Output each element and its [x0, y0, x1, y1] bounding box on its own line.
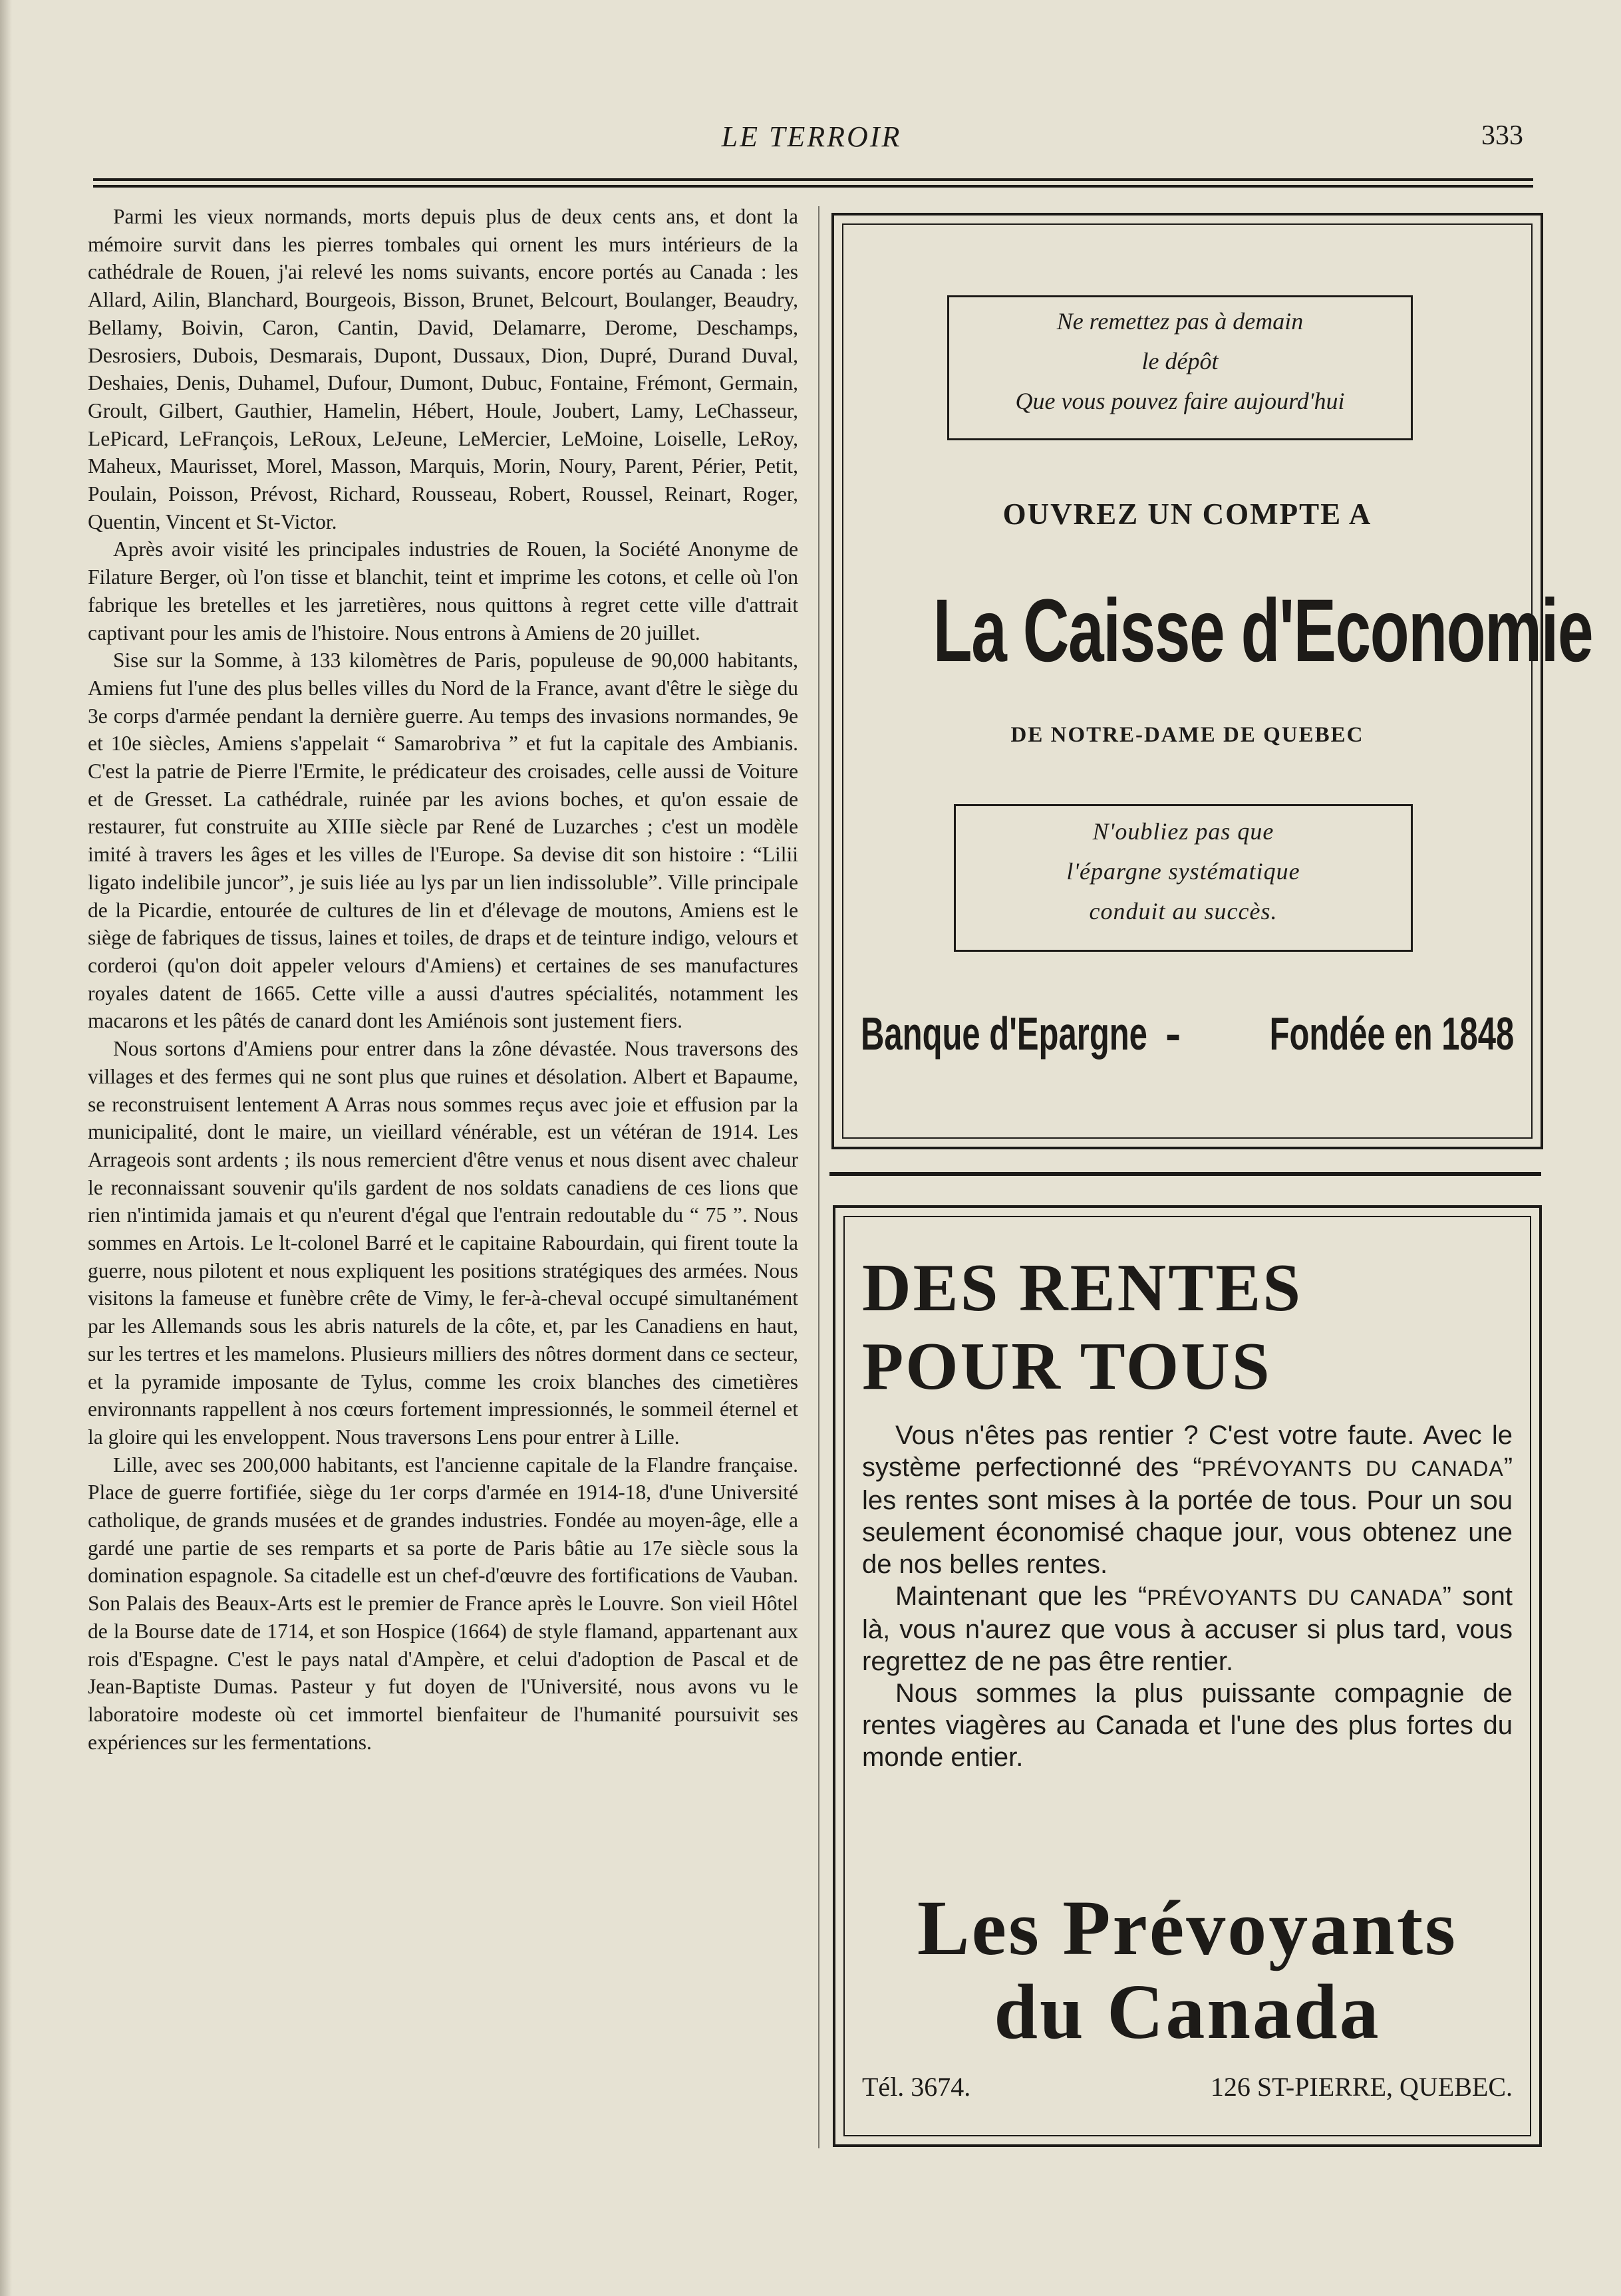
- headline-line: POUR TOUS: [862, 1329, 1272, 1404]
- article-paragraph: Après avoir visité les principales industries de Rouen, la Société Anonyme de Filature Berger, où l'on tisse et blanchit, teint et imprime les cotons, et celle où l'on fabrique les bretelles et les jarretières, nous quittons à regret cette ville d'attrait captivant pour les amis de l'histoire. Nous entrons à Amiens de 20 juillet.: [88, 537, 798, 645]
- page-number: 333: [1481, 120, 1523, 151]
- motto-line: le dépôt: [1141, 348, 1219, 374]
- ad-headline: [862, 1249, 1302, 1406]
- founded-year: Fondée en 1848: [1269, 1008, 1514, 1060]
- running-title: LE TERROIR: [721, 120, 902, 153]
- motto-box-top: [947, 295, 1413, 440]
- text-run: ” les rentes sont mises à la portée de tous. Pour un sou seulement économisé chaque jour, vous obtenez une de nos belles rentes.: [862, 1453, 1513, 1579]
- ad-paragraph: Nous sommes la plus puissante compagnie de rentes viagères au Canada et l'une des plus fortes du monde entier.: [862, 1679, 1513, 1772]
- article-paragraph: Parmi les vieux normands, morts depuis plus de deux cents ans, et dont la mémoire survit dans les pierres tombales qui ornent les murs intérieurs de la cathédrale de Rouen, j'ai relevé les noms suivants, encore portés au Canada : les Allard, Ailin, Blanchard, Bourgeois, Bisson, Brunet, Belcourt, Boulanger, Beaudry, Bellamy, Boivin, Caron, Cantin, David, Delamarre, Derome, Deschamps, Desrosiers, Dubois, Desmarais, Dupont, Dussaux, Dion, Dupré, Durand Duval, Deshaies, Denis, Duhamel, Dufour, Dumont, Dubuc, Fontaine, Frémont, Germain, Groult, Gilbert, Gauthier, Hamelin, Hébert, Houle, Joubert, Lamy, LeChasseur, LePicard, LeFrançois, LeRoux, LeJeune, LeMercier, LeMoine, Loiselle, LeRoy, Maheux, Maurisset, Morel, Masson, Marquis, Morin, Noury, Parent, Périer, Petit, Poulain, Poisson, Prévost, Richard, Rousseau, Robert, Roussel, Reinart, Roger, Quentin, Vincent et St-Victor.: [88, 205, 798, 533]
- motto-line: Que vous pouvez faire aujourd'hui: [1015, 388, 1345, 414]
- bank-footer: [861, 1007, 1514, 1067]
- motto-line: N'oubliez pas que: [1092, 818, 1274, 845]
- article-paragraph: Sise sur la Somme, à 133 kilomètres de Paris, populeuse de 90,000 habitants, Amiens fut l'une des plus belles villes du Nord de la France, avant d'être le siège du 3e corps d'armée pendant la dernière guerre. Au temps des invasions normandes, 9e et 10e siècles, Amiens s'appelait “ Samarobriva ” et fut la capitale des Ambianis. C'est la patrie de Pierre l'Ermite, le prédicateur des croisades, celle aussi de Voiture et de Gresset. La cathédrale, ruinée par les avions boches, et qu'on essaie de restaurer, fut construite au XIIIe siècle par René de Luzarches ; c'est un modèle imité à travers les âges et les villes de l'Europe. Sa devise dit son histoire : “Lilii ligato indelibile juncor”, je suis liée au lys par un lien indissoluble”. Ville principale de la Picardie, entourée de cultures de lin et d'élevage de moutons, Amiens est le siège de fabriques de tissus, laines et toiles, de draps et de teinture indigo, velours et corderoi (qu'on doit appeler velours d'Amiens) et certaines de ses manufactures royales datent de 1665. Cette ville a aussi d'autres spécialités, notamment les macarons et les pâtés de canard dont les Amiénois sont justement fiers.: [88, 648, 798, 1033]
- ad-body: [862, 1419, 1513, 1773]
- company-name-line: Les Prévoyants: [917, 1884, 1458, 1971]
- text-run: ” sont là, vous n'aurez que vous à accuser si plus tard, vous regrettez de ne pas être rentier.: [862, 1582, 1513, 1676]
- ad-paragraph: [862, 1580, 1513, 1677]
- ad-paragraph: [862, 1419, 1513, 1580]
- article-paragraph: Nous sortons d'Amiens pour entrer dans la zône dévastée. Nous traversons des villages et des fermes qui ne sont plus que ruines et désolation. Albert et Bapaume, se reconstruisent lentement A Arras nous sommes reçus avec joie et effusion par la municipalité, dont le maire, un vieillard vénérable, est un vétéran de 1914. Les Arrageois sont ardents ; ils nous remercient d'être venus et nous disent avec chaleur le reconnaissant souvenir qu'ils gardent de nos soldats canadiens de ces lions que rien n'intimida jamais et qu n'eurent d'égal que l'entrain redoutable du “ 75 ”. Nous sommes en Artois. Le lt-colonel Barré et le capitaine Rabourdain, qui firent toute la guerre, nous pilotent et nous expliquent les positions stratégiques des armées. Nous visitons la fameuse et funèbre crête de Vimy, le fer-à-cheval occupé simultanément par les Allemands sous les abris naturels de la côte, et, par les Canadiens en haut, sur les tertres et les mamelons. Plusieurs milliers des nôtres dorment dans ce secteur, et la pyramide imposante de Tylus, comme les croix blanches des cimetières environnants rappellent à nos cœurs fortement impressionnés, le sommeil éternel et la gloire qui les enveloppent. Nous traversons Lens pour entrer à Lille.: [88, 1037, 798, 1449]
- running-head: [93, 120, 1530, 160]
- company-small-caps: PRÉVOYANTS DU CANADA: [1201, 1457, 1504, 1481]
- footer-separator: -: [1165, 1008, 1181, 1060]
- header-rule: [93, 178, 1533, 188]
- motto-line: Ne remettez pas à demain: [1056, 308, 1304, 335]
- headline-line: DES RENTES: [862, 1250, 1303, 1326]
- address: 126 ST-PIERRE, QUEBEC.: [1210, 2072, 1513, 2102]
- motto-line: conduit au succès.: [1089, 898, 1278, 925]
- company-name: [835, 1886, 1539, 2054]
- bank-type: Banque d'Epargne: [861, 1008, 1147, 1060]
- ad-prevoyants: [833, 1205, 1542, 2147]
- text-run: Vous n'êtes pas rentier ? C'est votre faute. Avec le système perfectionné des “: [862, 1421, 1513, 1482]
- bank-subtitle: DE NOTRE-DAME DE QUEBEC: [1010, 723, 1364, 747]
- motto-box-bottom: [954, 804, 1413, 952]
- column-divider: [818, 206, 819, 2148]
- call-to-action: OUVREZ UN COMPTE A: [1002, 498, 1372, 531]
- company-name-line: du Canada: [994, 1968, 1381, 2055]
- motto-line: l'épargne systématique: [1066, 858, 1300, 885]
- article-paragraph: Lille, avec ses 200,000 habitants, est l'ancienne capitale de la Flandre française. Place de guerre fortifiée, siège du 1er corps d'armée en 1914-18, d'une Université catholique, de grands musées et de grandes industries. Fondée au moyen-âge, elle a gardé une partie de ses remparts et sa porte de Paris bâtie au 17e siècle sous la domination espagnole. Sa citadelle est un chef-d'œuvre des fortifications de Vauban. Son Palais des Beaux-Arts est le premier de France après le Louvre. Son vieil Hôtel de la Bourse date de 1714, et son Hospice (1664) de style flamand, appartenant aux rois d'Espagne. C'est le pays natal d'Ampère, et celui d'adoption de Pascal et de Jean-Baptiste Dumas. Pasteur y fut doyen de l'Université, nous avons vu le laboratoire modeste où cet immortel bienfaiteur de l'humanité poursuivit ses expériences sur les fermentations.: [88, 1453, 798, 1754]
- telephone: Tél. 3674.: [862, 2072, 971, 2102]
- ad-divider: [829, 1172, 1541, 1176]
- text-run: Maintenant que les “: [895, 1582, 1147, 1611]
- bank-name: La Caisse d'Economie: [933, 581, 1593, 680]
- page-spine-shadow: [0, 0, 12, 2296]
- ad-caisse-economie: [831, 213, 1593, 1149]
- article-column: [88, 203, 798, 2231]
- company-small-caps: PRÉVOYANTS DU CANADA: [1147, 1586, 1443, 1610]
